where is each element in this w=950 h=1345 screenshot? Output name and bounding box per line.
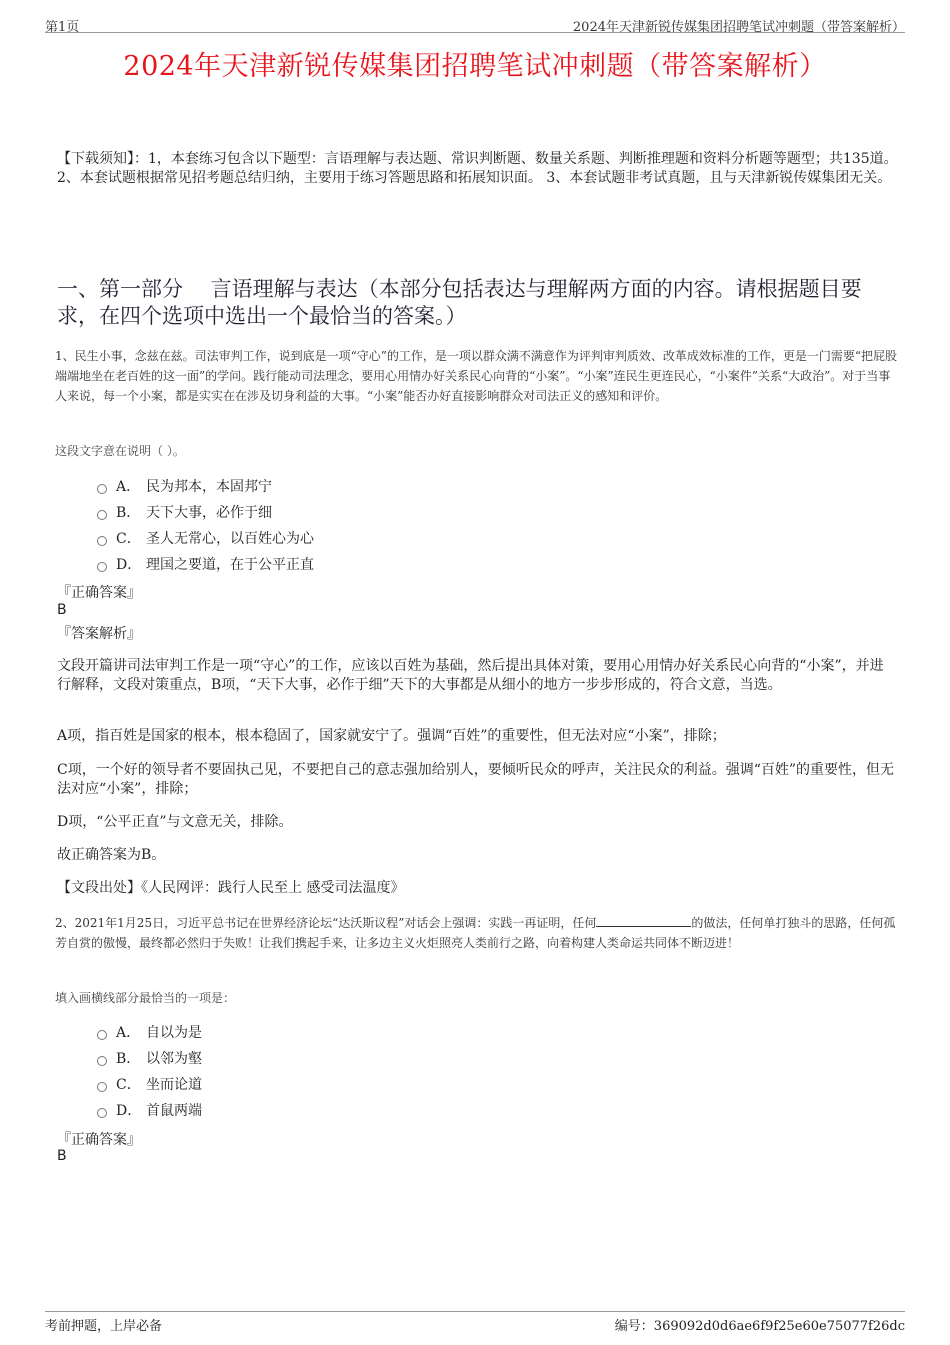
footer-slogan: 考前押题，上岸必备 bbox=[45, 1319, 163, 1334]
answer-label: 『正确答案』 bbox=[57, 1132, 141, 1148]
radio-icon[interactable] bbox=[97, 1056, 107, 1066]
answer-value: B bbox=[57, 602, 67, 618]
answer-label: 『正确答案』 bbox=[57, 585, 141, 601]
analysis-label: 『答案解析』 bbox=[57, 626, 141, 642]
answer-value: B bbox=[57, 1148, 67, 1164]
option-label: 理国之要道，在于公平正直 bbox=[146, 557, 314, 573]
option-c[interactable]: C． 坐而论道 bbox=[97, 1071, 202, 1097]
radio-icon[interactable] bbox=[97, 562, 107, 572]
option-a[interactable]: A． 民为邦本，本固邦宁 bbox=[97, 473, 314, 499]
page-footer bbox=[45, 1311, 905, 1334]
analysis-paragraph: C项，一个好的领导者不要固执己见，不要把自己的意志强加给别人，要倾听民众的呼声，关注民众的利益。强调“百姓”的重要性，但无法对应“小案”，排除； bbox=[57, 762, 895, 797]
radio-icon[interactable] bbox=[97, 1082, 107, 1092]
question-1-prompt: 这段文字意在说明（ ）。 bbox=[55, 444, 185, 458]
analysis-paragraph: 故正确答案为B。 bbox=[57, 847, 166, 863]
source-note: 【文段出处】《人民网评：践行人民至上 感受司法温度》 bbox=[57, 880, 405, 896]
document-title: 2024年天津新锐传媒集团招聘笔试冲刺题（带答案解析） bbox=[123, 51, 827, 82]
option-label: 民为邦本，本固邦宁 bbox=[146, 479, 272, 495]
option-c[interactable]: C． 圣人无常心，以百姓心为心 bbox=[97, 525, 314, 551]
analysis-paragraph: D项，“公平正直”与文意无关，排除。 bbox=[57, 814, 293, 830]
analysis-paragraph: A项，指百姓是国家的根本，根本稳固了，国家就安宁了。强调“百姓”的重要性，但无法对应“小案”，排除； bbox=[57, 728, 726, 744]
radio-icon[interactable] bbox=[97, 536, 107, 546]
analysis-paragraph: 文段开篇讲司法审判工作是一项“守心”的工作，应该以百姓为基础，然后提出具体对策，要用心用情办好关系民心向背的“小案”，并进行解释，文段对策重点，B项，“天下大事，必作于细”天下的大事都是从细小的地方一步步形成的，符合文意，当选。 bbox=[57, 658, 884, 693]
option-d[interactable]: D． 理国之要道，在于公平正直 bbox=[97, 551, 314, 577]
option-label: 圣人无常心，以百姓心为心 bbox=[146, 531, 314, 547]
section-heading: 一、第一部分 言语理解与表达（本部分包括表达与理解两方面的内容。请根据题目要求，在四个选项中选出一个最恰当的答案。） bbox=[57, 277, 862, 328]
question-1-text: 1、民生小事，念兹在兹。司法审判工作，说到底是一项“守心”的工作，是一项以群众满不满意作为评判审判质效、改革成效标准的工作，更是一门需要“把屁股端端地坐在老百姓的这一面”的学问。践行能动司法理念，要用心用情办好关系民心向背的“小案”。“小案”连民生更连民心，“小案件”关系“大政治”。对于当事人来说，每一个小案，都是实实在在涉及切身利益的大事。“小案”能否办好直接影响群众对司法正义的感知和评价。 bbox=[55, 349, 898, 403]
page-header bbox=[45, 14, 905, 33]
question-1-options bbox=[97, 473, 314, 577]
header-doc-title: 2024年天津新锐传媒集团招聘笔试冲刺题（带答案解析） bbox=[572, 20, 905, 35]
option-d[interactable]: D． 首鼠两端 bbox=[97, 1097, 202, 1123]
radio-icon[interactable] bbox=[97, 1030, 107, 1040]
radio-icon[interactable] bbox=[97, 510, 107, 520]
option-b[interactable]: B． 以邻为壑 bbox=[97, 1045, 202, 1071]
option-b[interactable]: B． 天下大事，必作于细 bbox=[97, 499, 314, 525]
option-label: 坐而论道 bbox=[146, 1077, 202, 1093]
option-label: 以邻为壑 bbox=[146, 1051, 202, 1067]
option-label: 天下大事，必作于细 bbox=[146, 505, 272, 521]
page-number: 第1页 bbox=[45, 20, 80, 35]
radio-icon[interactable] bbox=[97, 484, 107, 494]
option-a[interactable]: A． 自以为是 bbox=[97, 1019, 202, 1045]
blank-line bbox=[596, 914, 691, 927]
question-2-prompt: 填入画横线部分最恰当的一项是： bbox=[55, 991, 236, 1005]
question-2-text: 2、2021年1月25日，习近平总书记在世界经济论坛“达沃斯议程”对话会上强调：实践一再证明，任何 的做法，任何单打独斗的思路，任何孤芳自赏的傲慢，最终都必然归于失败！让我们携起手来，让多边主义火炬照亮人类前行之路，向着构建人类命运共同体不断迈进！ bbox=[55, 916, 896, 950]
radio-icon[interactable] bbox=[97, 1108, 107, 1118]
footer-serial: 编号：369092d0d6ae6f9f25e60e75077f26dc bbox=[614, 1319, 905, 1334]
question-2-options bbox=[97, 1019, 202, 1123]
download-notice: 【下载须知】：1，本套练习包含以下题型：言语理解与表达题、常识判断题、数量关系题、判断推理题和资料分析题等题型；共135道。 2、本套试题根据常见招考题总结归纳，主要用于练习答题思路和拓展知识面。 3、本套试题非考试真题，且与天津新锐传媒集团无关。 bbox=[57, 151, 898, 186]
option-label: 首鼠两端 bbox=[146, 1103, 202, 1119]
option-label: 自以为是 bbox=[146, 1025, 202, 1041]
